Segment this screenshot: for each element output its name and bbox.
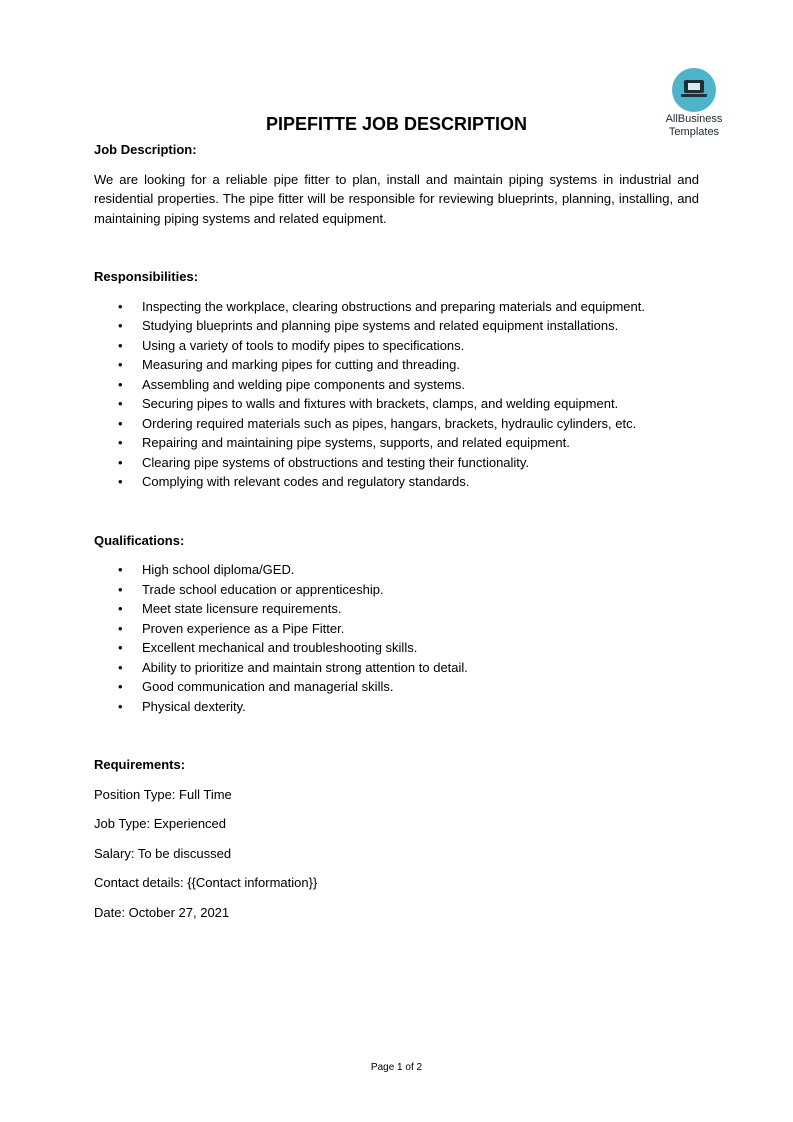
- responsibilities-heading: Responsibilities:: [94, 269, 199, 284]
- document-body: [94, 140, 699, 932]
- date: Date: October 27, 2021: [94, 904, 230, 920]
- job-type: Job Type: Experienced: [94, 816, 227, 831]
- contact-details: Contact details: {{Contact information}}: [94, 875, 318, 890]
- page-title: PIPEFITTE JOB DESCRIPTION: [265, 114, 528, 134]
- list-item: • Measuring and marking pipes for cutting and threading.: [94, 355, 699, 375]
- page-number: Page 1 of 2: [370, 1062, 423, 1073]
- requirements-heading: Requirements:: [94, 757, 186, 772]
- list-item: • Complying with relevant codes and regulatory standards.: [94, 472, 699, 492]
- list-item: • Ability to prioritize and maintain strong attention to detail.: [94, 658, 699, 678]
- list-item: • Physical dexterity.: [94, 697, 699, 717]
- list-item: • Trade school education or apprenticeship.: [94, 580, 699, 600]
- list-item: • Inspecting the workplace, clearing obstructions and preparing materials and equipment.: [94, 297, 699, 317]
- responsibilities-list: [94, 297, 699, 492]
- list-item: • Excellent mechanical and troubleshooting skills.: [94, 638, 699, 658]
- list-item: • Using a variety of tools to modify pipes to specifications.: [94, 336, 699, 356]
- position-type: Position Type: Full Time: [94, 786, 232, 802]
- qualifications-heading: Qualifications:: [94, 532, 185, 548]
- qualifications-list: [94, 560, 699, 716]
- salary: Salary: To be discussed: [94, 845, 232, 861]
- list-item: • High school diploma/GED.: [94, 560, 699, 580]
- list-item: • Good communication and managerial skills.: [94, 677, 699, 697]
- job-description-text: We are looking for a reliable pipe fitter to plan, install and maintain piping systems in industrial and residential properties. The pipe fitter will be responsible for reviewing blueprints, planning, installing, and maintaining piping systems and related equipment.: [94, 171, 699, 226]
- list-item: • Meet state licensure requirements.: [94, 599, 699, 619]
- laptop-icon: [672, 68, 716, 112]
- logo-text-line2: Templates: [668, 126, 720, 138]
- list-item: • Clearing pipe systems of obstructions and testing their functionality.: [94, 453, 699, 473]
- list-item: • Securing pipes to walls and fixtures with brackets, clamps, and welding equipment.: [94, 394, 699, 414]
- list-item: • Proven experience as a Pipe Fitter.: [94, 619, 699, 639]
- logo-text-line1: AllBusiness: [665, 113, 723, 125]
- list-item: • Assembling and welding pipe components and systems.: [94, 375, 699, 395]
- list-item: • Repairing and maintaining pipe systems, supports, and related equipment.: [94, 433, 699, 453]
- job-description-heading: Job Description:: [94, 142, 197, 157]
- list-item: • Ordering required materials such as pipes, hangars, brackets, hydraulic cylinders, etc.: [94, 414, 699, 434]
- list-item: • Studying blueprints and planning pipe systems and related equipment installations.: [94, 316, 699, 336]
